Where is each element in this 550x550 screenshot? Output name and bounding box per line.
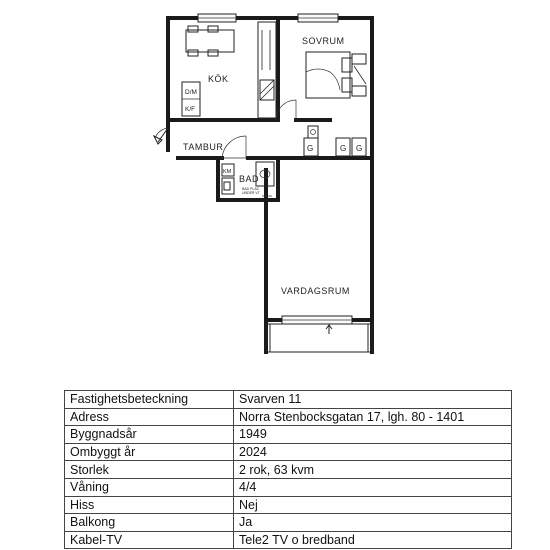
bath-note-line2: UNDER VT bbox=[242, 191, 260, 195]
balcony bbox=[266, 324, 372, 352]
property-row bbox=[65, 443, 512, 461]
property-value: Ja bbox=[234, 514, 512, 532]
room-label-tambur: TAMBUR bbox=[183, 142, 224, 152]
property-label: Byggnadsår bbox=[65, 426, 234, 444]
property-row bbox=[65, 531, 512, 549]
property-row bbox=[65, 478, 512, 496]
property-label: Fastighetsbeteckning bbox=[65, 391, 234, 409]
property-row bbox=[65, 408, 512, 426]
property-value: Norra Stenbocksgatan 17, lgh. 80 - 1401 bbox=[234, 408, 512, 426]
room-label-vardagsrum: VARDAGSRUM bbox=[281, 286, 350, 296]
property-label: Våning bbox=[65, 478, 234, 496]
property-label: Balkong bbox=[65, 514, 234, 532]
washer-label: KM bbox=[223, 169, 232, 175]
closet-g-label: G bbox=[307, 144, 314, 153]
property-row bbox=[65, 514, 512, 532]
windows bbox=[198, 14, 352, 324]
bedroom-fixtures bbox=[276, 52, 366, 156]
property-value: 2 rok, 63 kvm bbox=[234, 461, 512, 479]
property-value: Nej bbox=[234, 496, 512, 514]
fridge-label: K/F bbox=[185, 106, 196, 113]
property-row bbox=[65, 461, 512, 479]
property-row bbox=[65, 391, 512, 409]
property-value: 1949 bbox=[234, 426, 512, 444]
hall-doors bbox=[222, 136, 246, 158]
property-label: Storlek bbox=[65, 461, 234, 479]
property-label: Hiss bbox=[65, 496, 234, 514]
property-value: 4/4 bbox=[234, 478, 512, 496]
property-info-body bbox=[65, 391, 512, 549]
property-label: Adress bbox=[65, 408, 234, 426]
room-label-sovrum: SOVRUM bbox=[302, 36, 345, 46]
property-row bbox=[65, 496, 512, 514]
closet-g-label: G bbox=[340, 144, 347, 153]
property-info-table bbox=[64, 390, 512, 549]
property-label: Kabel-TV bbox=[65, 531, 234, 549]
room-label-kok: KÖK bbox=[208, 74, 229, 84]
property-value: Svarven 11 bbox=[234, 391, 512, 409]
entry-door bbox=[154, 128, 168, 144]
property-value: 2024 bbox=[234, 443, 512, 461]
property-label: Ombyggt år bbox=[65, 443, 234, 461]
kitchen-fixtures bbox=[182, 22, 276, 118]
dishwasher-label: D/M bbox=[185, 89, 197, 96]
room-label-bad: BAD bbox=[239, 174, 260, 184]
property-row bbox=[65, 426, 512, 444]
property-value: Tele2 TV o bredband bbox=[234, 531, 512, 549]
bath-note-line1: BAD PLAC bbox=[242, 187, 260, 191]
closet-g-label: G bbox=[356, 144, 363, 153]
